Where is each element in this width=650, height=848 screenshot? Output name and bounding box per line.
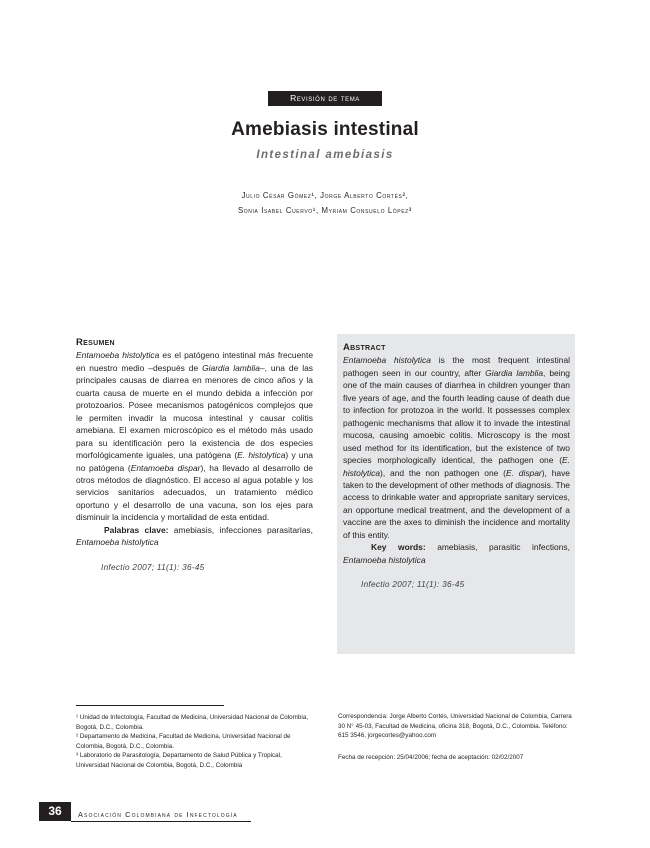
abstract-citation: Infectio 2007; 11(1): 36-45 bbox=[361, 580, 465, 590]
correspondence: Correspondencia: Jorge Alberto Cortés, Universidad Nacional de Colombia, Carrera 30 N° 45-03, Facultad de Medicina, oficina 318, Bogotá, D.C., Colombia. Teléfono: 615 3546, jorgecortes@yahoo.com bbox=[338, 713, 572, 740]
affiliations bbox=[76, 713, 316, 771]
resumen-species: Entamoeba histolytica bbox=[76, 350, 160, 361]
resumen-species: Giardia lamblia bbox=[202, 362, 260, 373]
authors-line-2: Sonia Isabel Cuervo¹, Myriam Consuelo López³ bbox=[238, 206, 412, 215]
resumen-heading: Resumen bbox=[76, 337, 115, 348]
keywords-label: Key words: bbox=[371, 542, 426, 553]
footer-rule bbox=[71, 821, 251, 822]
abstract-species: Entamoeba histolytica bbox=[343, 355, 431, 366]
received-accepted-dates: Fecha de recepción: 25/04/2006; fecha de aceptación: 02/02/2007 bbox=[338, 753, 524, 761]
keywords-text: amebiasis, infecciones parasitarias, bbox=[168, 524, 313, 535]
footnote-divider bbox=[76, 705, 224, 706]
abstract-species: Giardia lamblia bbox=[485, 367, 544, 378]
keywords-label: Palabras clave: bbox=[104, 524, 169, 535]
abstract-text-part: ), have taken to the development of other methods of diagnosis. The access to drinkable water and appropriate sanitary services, an opportune medical treatment, and the development of a vaccine are the axes to diminish the incidence and mortality of this entity. bbox=[343, 467, 571, 540]
article-subtitle: Intestinal amebiasis bbox=[256, 149, 394, 161]
section-label: Revisión de tema bbox=[268, 91, 382, 106]
affiliation-3: ³ Laboratorio de Parasitología, Departamento de Salud Pública y Tropical, Universidad Nacional de Colombia, Bogotá, D.C., Colombia bbox=[76, 752, 282, 769]
abstract-species: E. dispar bbox=[505, 467, 542, 478]
abstract-text-part: , being one of the main causes of diarrhea in children younger than five years of age, and the fourth leading cause of death due to infection for protozoa in the world. It possesses complex pathogenic mechanisms that allow it to invade the intestinal mucosa, causing amoebic colitis. Microscopy is the most used method for its identification, but the existence of two species morphologically identical, the pathogen one ( bbox=[343, 367, 570, 466]
keywords-species: Entamoeba histolytica bbox=[343, 554, 426, 565]
affiliation-1: ¹ Unidad de Infectología, Facultad de Medicina, Universidad Nacional de Colombia, Bogotá, D.C., Colombia. bbox=[76, 714, 309, 731]
resumen-species: Entamoeba dispar bbox=[130, 462, 201, 473]
resumen-species: E. histolytica bbox=[237, 450, 286, 461]
resumen-text-part: ) y una no patógena ( bbox=[76, 450, 313, 473]
resumen-text-part: ), ha llevado al desarrollo de otros métodos de diagnóstico. El acceso al agua potable y los servicios sanitarios adecuados, un tratamiento médico oportuno y el desarrollo de una vacuna, son los ejes para disminuir la incidencia y mortalidad de esta entidad. bbox=[76, 462, 313, 523]
correspondence-block bbox=[338, 712, 574, 762]
abstract-section bbox=[343, 342, 570, 592]
keywords-species: Entamoeba histolytica bbox=[76, 537, 159, 548]
abstract-text-part: is the most frequent intestinal pathogen seen in our country, after bbox=[343, 355, 571, 378]
resumen-text-part: –, una de las principales causas de diarrea en menores de cinco años y la cuarta causa de muerte en el mundo debida a infección por protozoarios. Posee mecanismos patogénicos complejos que le permiten invadir la mucosa intestinal y causar colitis amebiana. El examen microscópico es el método más usado para su identificación pero la existencia de dos especies morfológicamente iguales, una patógena ( bbox=[76, 362, 313, 461]
abstract-text bbox=[343, 354, 570, 541]
journal-name: Asociación Colombiana de Infectología bbox=[78, 810, 238, 819]
resumen-text bbox=[76, 349, 313, 523]
abstract-heading: Abstract bbox=[343, 342, 386, 353]
page-number: 36 bbox=[39, 802, 71, 821]
authors-line-1: Julio César Gómez¹, Jorge Alberto Cortés², bbox=[241, 191, 409, 200]
resumen-citation: Infectio 2007; 11(1): 36-45 bbox=[101, 562, 205, 572]
abstract-keywords bbox=[343, 541, 570, 566]
abstract-text-part: ), and the non pathogen one ( bbox=[380, 467, 506, 478]
abstract-species: E. histolytica bbox=[343, 455, 570, 478]
keywords-text: amebiasis, parasitic infections, bbox=[425, 542, 570, 553]
affiliation-2: ² Departamento de Medicina, Facultad de Medicina, Universidad Nacional de Colombia, Bogotá, D.C., Colombia. bbox=[76, 733, 291, 750]
resumen-text-part: es el patógeno intestinal más frecuente en nuestro medio –después de bbox=[76, 350, 314, 373]
resumen-keywords bbox=[76, 524, 313, 549]
resumen-section bbox=[76, 337, 313, 574]
article-title: Amebiasis intestinal bbox=[231, 119, 419, 140]
